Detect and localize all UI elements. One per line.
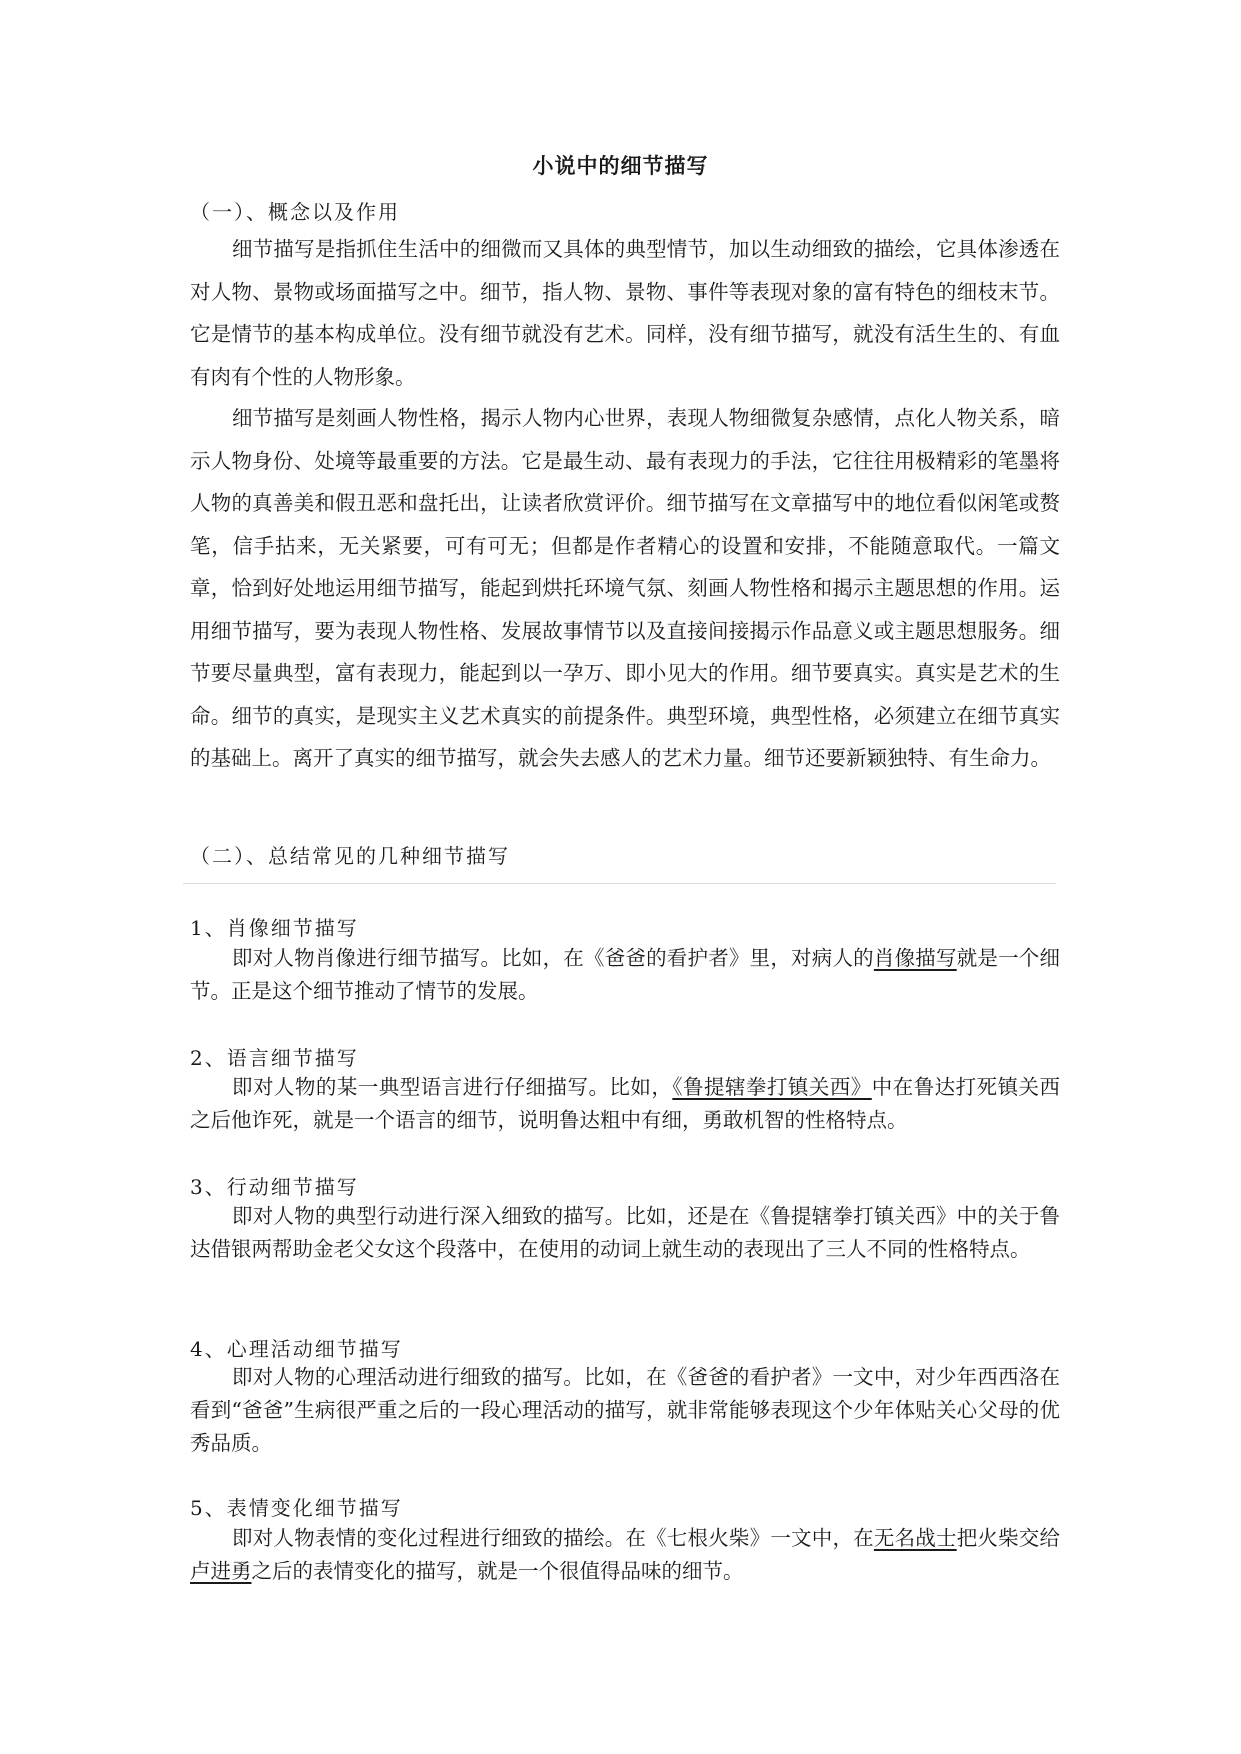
item-text-action: 即对人物的典型行动进行深入细致的描写。比如，还是在《鲁提辖拳打镇关西》中的关于鲁达借银两帮助金老父女这个段落中，在使用的动词上就生动的表现出了三人不同的性格特点。	[190, 1204, 1060, 1261]
item-text-expression: 即对人物表情的变化过程进行细致的描绘。在《七根火柴》一文中，在无名战士把火柴交给卢进勇之后的表情变化的描写，就是一个很值得品味的细节。	[190, 1526, 1061, 1583]
item-text-portrait: 即对人物肖像进行细节描写。比如，在《爸爸的看护者》里，对病人的肖像描写就是一个细节。正是这个细节推动了情节的发展。	[190, 946, 1061, 1003]
item-title-language: 2、语言细节描写	[190, 1046, 359, 1070]
item-title-portrait: 1、肖像细节描写	[190, 916, 359, 940]
section-heading-concept: （一）、概念以及作用	[190, 200, 400, 224]
item-text-language: 即对人物的某一典型语言进行仔细描写。比如，《鲁提辖拳打镇关西》中在鲁达打死镇关西之后他诈死，就是一个语言的细节，说明鲁达粗中有细，勇敢机智的性格特点。	[190, 1075, 1061, 1132]
item-title-action: 3、行动细节描写	[190, 1175, 359, 1199]
item-title-psychology: 4、心理活动细节描写	[190, 1337, 403, 1361]
document-title: 小说中的细节描写	[532, 154, 709, 178]
link-story-title[interactable]: 《鲁提辖拳打镇关西》	[672, 1075, 872, 1099]
section-divider	[183, 883, 1056, 884]
link-portrait-description[interactable]: 肖像描写	[873, 946, 957, 970]
section-heading-types: （二）、总结常见的几种细节描写	[190, 844, 510, 868]
link-lu-jinyong[interactable]: 卢进勇	[190, 1559, 252, 1583]
item-text-psychology: 即对人物的心理活动进行细致的描写。比如，在《爸爸的看护者》一文中，对少年西西洛在看到“爸爸”生病很严重之后的一段心理活动的描写，就非常能够表现这个少年体贴关心父母的优秀品质。	[190, 1365, 1060, 1455]
paragraph-definition: 细节描写是指抓住生活中的细微而又具体的典型情节，加以生动细致的描绘，它具体渗透在对人物、景物或场面描写之中。细节，指人物、景物、事件等表现对象的富有特色的细枝末节。它是情节的基本构成单位。没有细节就没有艺术。同样，没有细节描写，就没有活生生的、有血有肉有个性的人物形象。	[190, 237, 1060, 389]
item-title-expression: 5、表情变化细节描写	[190, 1496, 403, 1520]
paragraph-function: 细节描写是刻画人物性格，揭示人物内心世界，表现人物细微复杂感情，点化人物关系，暗示人物身份、处境等最重要的方法。它是最生动、最有表现力的手法，它往往用极精彩的笔墨将人物的真善美和假丑恶和盘托出，让读者欣赏评价。细节描写在文章描写中的地位看似闲笔或赘笔，信手拈来，无关紧要，可有可无；但都是作者精心的设置和安排，不能随意取代。一篇文章，恰到好处地运用细节描写，能起到烘托环境气氛、刻画人物性格和揭示主题思想的作用。运用细节描写，要为表现人物性格、发展故事情节以及直接间接揭示作品意义或主题思想服务。细节要尽量典型，富有表现力，能起到以一孕万、即小见大的作用。细节要真实。真实是艺术的生命。细节的真实，是现实主义艺术真实的前提条件。典型环境，典型性格，必须建立在细节真实的基础上。离开了真实的细节描写，就会失去感人的艺术力量。细节还要新颖独特、有生命力。	[190, 406, 1060, 770]
link-unknown-soldier[interactable]: 无名战士	[873, 1526, 957, 1550]
